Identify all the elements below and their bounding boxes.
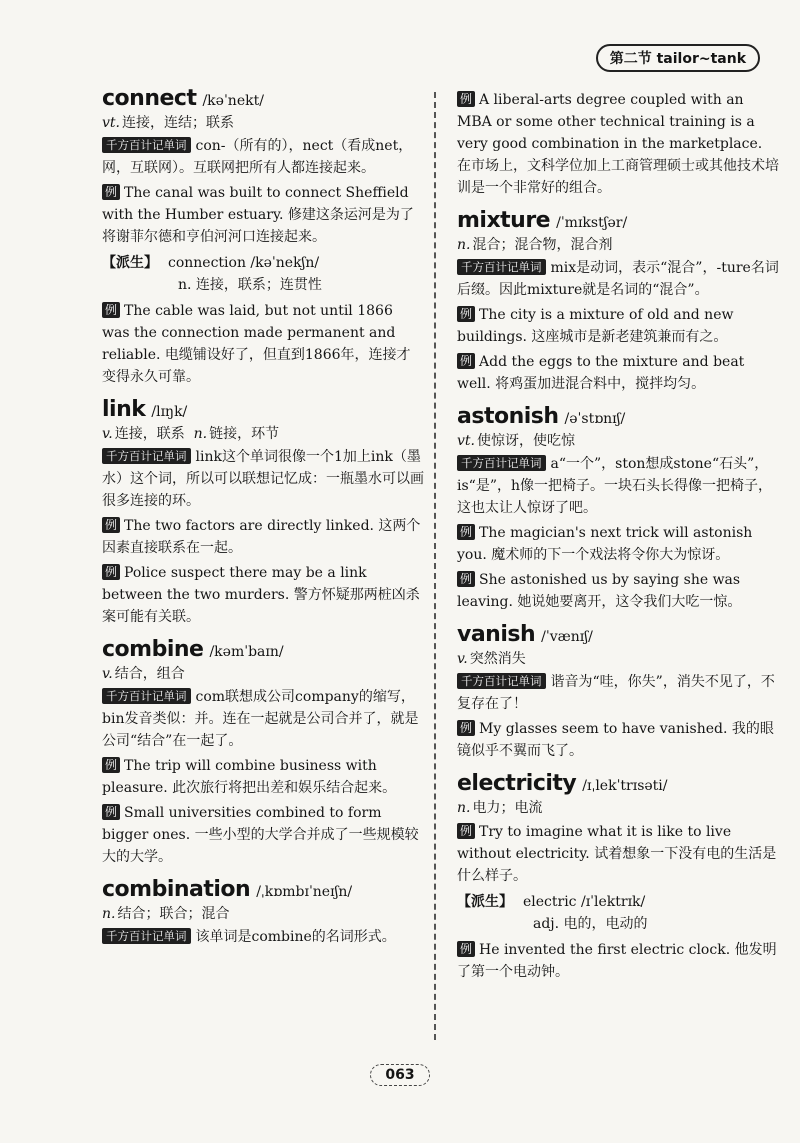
example-sentence	[457, 522, 779, 566]
phonetic: /ɪˌlekˈtrɪsəti/	[582, 778, 668, 794]
pos-meaning: 混合；混合物，混合剂	[472, 237, 613, 253]
example-text: My glasses seem to have vanished. 我的眼镜似乎不翼而飞了。	[457, 721, 774, 759]
memo-label: 千方百计记单词	[102, 928, 191, 944]
example-text: Police suspect there may be a link between the two murders. 警方怀疑那两桩凶杀案可能有关联。	[102, 565, 420, 625]
memo-text: mix是动词，表示“混合”，-ture名词后缀。因此mixture就是名词的“混合”。	[457, 260, 779, 298]
phonetic: /ˈvænɪʃ/	[541, 629, 593, 645]
part-of-speech	[102, 113, 424, 133]
example-label: 例	[102, 184, 120, 200]
column-divider	[434, 92, 436, 1040]
example-label: 例	[102, 564, 120, 580]
example-label: 例	[457, 524, 475, 540]
derived-meaning: n. 连接，联系；连贯性	[178, 277, 322, 293]
headword-line	[102, 397, 424, 422]
pos-tag: v.	[102, 426, 113, 442]
headword: astonish	[457, 404, 559, 429]
example-sentence	[457, 718, 779, 762]
example-text: The canal was built to connect Sheffield with the Humber estuary. 修建这条运河是为了将谢菲尔德和亨伯河河口连接起来。	[102, 185, 414, 245]
memo-text: con-（所有的），nect（看成net，网，互联网）。互联网把所有人都连接起来。	[102, 138, 413, 176]
phonetic: /əˈstɒnɪʃ/	[564, 411, 626, 427]
headword: connect	[102, 86, 197, 111]
part-of-speech	[102, 664, 424, 684]
entry-electricity	[457, 771, 779, 983]
memo-label: 千方百计记单词	[102, 448, 191, 464]
pos-tag: vt.	[457, 433, 475, 449]
part-of-speech	[457, 649, 779, 669]
example-sentence	[457, 569, 779, 613]
derived-label: 【派生】	[102, 255, 158, 271]
part-of-speech	[457, 798, 779, 818]
memo-text: 该单词是combine的名词形式。	[195, 929, 396, 945]
part-of-speech	[457, 235, 779, 255]
example-label: 例	[457, 306, 475, 322]
page-number-area	[0, 1064, 800, 1086]
part-of-speech	[102, 904, 424, 924]
pos-tag: n.	[193, 426, 208, 442]
memo-text: link这个单词很像一个1加上ink（墨水）这个词，所以可以联想记忆成：一瓶墨水可以画很多连接的环。	[102, 449, 424, 509]
derived-word: connection /kəˈnekʃn/	[168, 255, 320, 271]
pos-tag: n.	[102, 906, 116, 922]
example-label: 例	[457, 571, 475, 587]
headword-line	[102, 637, 424, 662]
memo-label: 千方百计记单词	[457, 259, 546, 275]
pos-meaning: 连接，连结；联系	[122, 115, 234, 131]
entry-connect	[102, 86, 424, 388]
entry-vanish	[457, 622, 779, 762]
pos-meaning: 结合，组合	[114, 666, 185, 682]
memo-text: 谐音为“哇，你失”，消失不见了，不复存在了！	[457, 674, 775, 712]
headword: vanish	[457, 622, 536, 647]
entry-link	[102, 397, 424, 628]
phonetic: /ˌkɒmbɪˈneɪʃn/	[256, 884, 353, 900]
pos-meaning: 连接，联系	[114, 426, 185, 442]
example-text: Small universities combined to form bigger ones. 一些小型的大学合并成了一些规模较大的大学。	[102, 805, 419, 865]
example-label: 例	[457, 91, 475, 107]
entry-combine	[102, 637, 424, 868]
headword-line	[457, 622, 779, 647]
example-text: He invented the first electric clock. 他发明了第一个电动钟。	[457, 942, 777, 980]
headword: link	[102, 397, 146, 422]
memory-tip	[457, 671, 779, 715]
entry-astonish	[457, 404, 779, 613]
memo-label: 千方百计记单词	[457, 673, 546, 689]
example-sentence	[102, 562, 424, 628]
example-text: Try to imagine what it is like to live without electricity. 试着想象一下没有电的生活是什么样子。	[457, 824, 777, 884]
example-label: 例	[457, 720, 475, 736]
memory-tip	[457, 257, 779, 301]
entry-continued	[457, 89, 779, 199]
example-sentence	[457, 821, 779, 887]
pos-tag: v.	[102, 666, 113, 682]
example-sentence	[102, 802, 424, 868]
headword-line	[457, 771, 779, 796]
pos-tag: v.	[457, 651, 468, 667]
phonetic: /kəmˈbaɪn/	[209, 644, 284, 660]
derived-form	[457, 891, 779, 935]
headword-line	[457, 404, 779, 429]
example-sentence	[457, 304, 779, 348]
example-sentence	[102, 300, 424, 388]
pos-tag: n.	[457, 237, 471, 253]
memory-tip	[102, 135, 424, 179]
example-sentence	[457, 939, 779, 983]
memory-tip	[102, 686, 424, 752]
example-text: The cable was laid, but not until 1866 was the connection made permanent and reliable. 电缆铺设好了，但直到1866年，连接才变得永久可靠。	[102, 303, 411, 385]
example-label: 例	[457, 353, 475, 369]
headword: combine	[102, 637, 204, 662]
example-sentence	[457, 89, 779, 199]
example-sentence	[457, 351, 779, 395]
headword-line	[457, 208, 779, 233]
headword-line	[102, 877, 424, 902]
example-label: 例	[102, 757, 120, 773]
example-text: Add the eggs to the mixture and beat well. 将鸡蛋加进混合料中，搅拌均匀。	[457, 354, 745, 392]
part-of-speech	[457, 431, 779, 451]
pos-meaning: 使惊讶，使吃惊	[477, 433, 575, 449]
derived-label: 【派生】	[457, 894, 513, 910]
memo-label: 千方百计记单词	[457, 455, 546, 471]
memo-text: a“一个”，ston想成stone“石头”，is“是”，h像一把椅子。一块石头长得像一把椅子，这也太让人惊讶了吧。	[457, 456, 772, 516]
section-header: 第二节 tailor~tank	[596, 44, 760, 72]
example-label: 例	[102, 517, 120, 533]
example-label: 例	[102, 804, 120, 820]
page-number: 063	[370, 1064, 429, 1086]
pos-meaning: 链接，环节	[209, 426, 280, 442]
right-column	[457, 86, 779, 992]
example-text: The magician's next trick will astonish you. 魔术师的下一个戏法将令你大为惊讶。	[457, 525, 753, 563]
left-column	[102, 86, 424, 957]
example-text: The trip will combine business with pleasure. 此次旅行将把出差和娱乐结合起来。	[102, 758, 397, 796]
pos-meaning: 突然消失	[469, 651, 526, 667]
memory-tip	[457, 453, 779, 519]
memo-label: 千方百计记单词	[102, 688, 191, 704]
headword: mixture	[457, 208, 551, 233]
pos-meaning: 电力；电流	[472, 800, 543, 816]
entry-combination	[102, 877, 424, 948]
memo-label: 千方百计记单词	[102, 137, 191, 153]
derived-form	[102, 252, 424, 296]
example-sentence	[102, 182, 424, 248]
pos-meaning: 结合；联合；混合	[117, 906, 230, 922]
example-text: She astonished us by saying she was leaving. 她说她要离开，这令我们大吃一惊。	[457, 572, 742, 610]
derived-word: electric /ɪˈlektrɪk/	[523, 894, 646, 910]
example-text: The city is a mixture of old and new buildings. 这座城市是新老建筑兼而有之。	[457, 307, 734, 345]
derived-meaning: adj. 电的，电动的	[533, 916, 648, 932]
phonetic: /ˈmɪkstʃər/	[556, 215, 628, 231]
phonetic: /lɪŋk/	[151, 404, 188, 420]
entry-mixture	[457, 208, 779, 395]
headword-line	[102, 86, 424, 111]
example-sentence	[102, 515, 424, 559]
example-text: The two factors are directly linked. 这两个因素直接联系在一起。	[102, 518, 421, 556]
pos-tag: vt.	[102, 115, 120, 131]
example-text: A liberal-arts degree coupled with an MBA or some other technical training is a very good combination in the marketplace. 在市场上，文科学位加上工商管理硕士或其他技术培训是一个非常好的组合。	[457, 92, 779, 196]
part-of-speech	[102, 424, 424, 444]
memory-tip	[102, 926, 424, 948]
example-label: 例	[457, 823, 475, 839]
headword: electricity	[457, 771, 577, 796]
memory-tip	[102, 446, 424, 512]
memo-text: com联想成公司company的缩写，bin发音类似：并。连在一起就是公司合并了，就是公司“结合”在一起了。	[102, 689, 419, 749]
example-sentence	[102, 755, 424, 799]
phonetic: /kəˈnekt/	[202, 93, 264, 109]
example-label: 例	[457, 941, 475, 957]
example-label: 例	[102, 302, 120, 318]
pos-tag: n.	[457, 800, 471, 816]
headword: combination	[102, 877, 251, 902]
